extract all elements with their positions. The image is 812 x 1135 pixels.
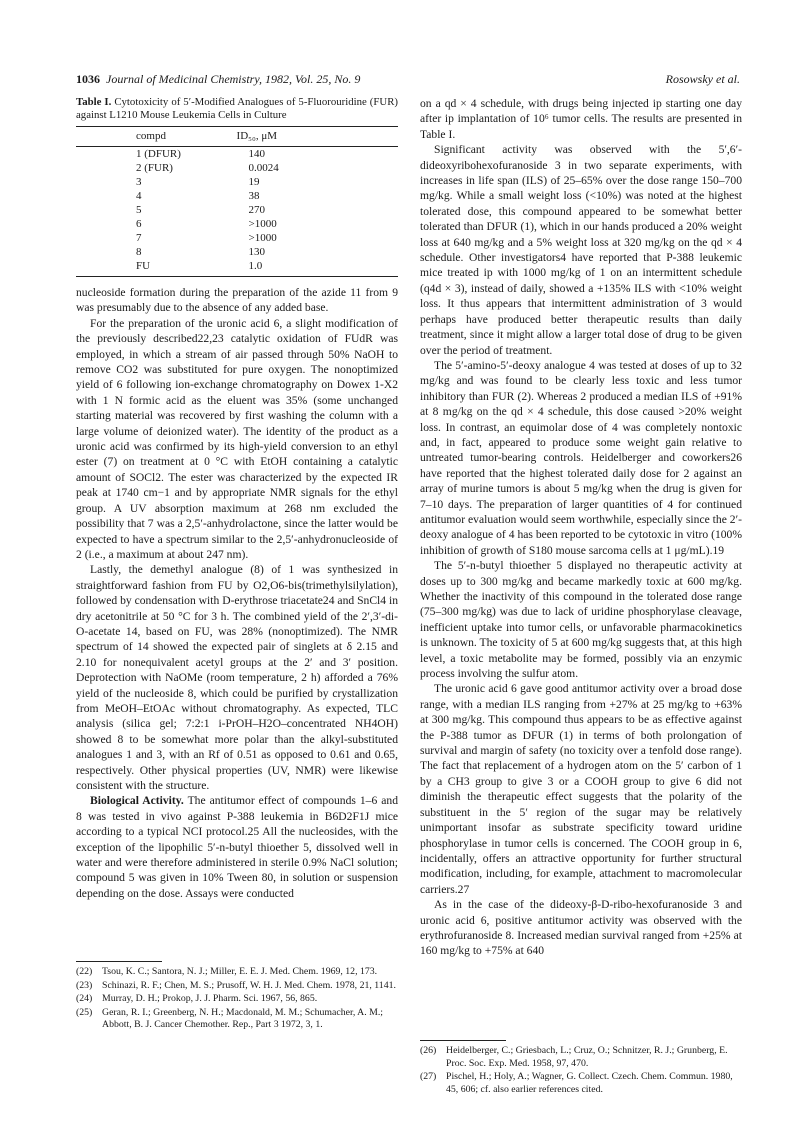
- footnote-number: (23): [76, 979, 93, 991]
- compd-cell: 4: [136, 190, 142, 202]
- table-header-row: [76, 127, 398, 147]
- footnote-number: (22): [76, 966, 93, 977]
- footnote-number: (26): [420, 1045, 437, 1056]
- right-body-text: [420, 96, 742, 959]
- body-paragraph: As in the case of the dideoxy-β-D-ribo-hexofuranoside 3 and uronic acid 6, positive antitumor activity was observed with the erythrofuranoside 8. Increased median survival ranged from +25% at 160 mg/kg to +75% at 640: [420, 898, 742, 958]
- body-paragraph: on a qd × 4 schedule, with drugs being injected ip starting one day after ip implantation of 10⁶ tumor cells. The results are presented in Table I.: [420, 97, 742, 141]
- running-header: [76, 72, 740, 88]
- compd-cell: 6: [136, 218, 142, 230]
- table-row: [76, 217, 398, 231]
- footnote-rule-right: [420, 1040, 506, 1041]
- table-label: Table I.: [76, 96, 112, 108]
- footnote-number: (27): [420, 1071, 437, 1083]
- id50-cell: >1000: [248, 218, 277, 230]
- footnotes-right: [420, 1045, 742, 1097]
- footnote-text: Heidelberger, C.; Griesbach, L.; Cruz, O.; Schnitzer, R. J.; Grunberg, E. Proc. Soc. Exp. Med. 1958, 97, 470.: [446, 1045, 728, 1069]
- compd-cell: FU: [136, 260, 151, 272]
- footnote-text: Pischel, H.; Holy, A.; Wagner, G. Collect. Czech. Chem. Commun. 1980, 45, 606; cf. also earlier references cited.: [446, 1071, 733, 1095]
- table-caption-text: Cytotoxicity of 5′-Modified Analogues of 5-Fluorouridine (FUR) against L1210 Mouse Leukemia Cells in Culture: [76, 96, 398, 121]
- table-caption: [76, 96, 398, 122]
- compd-cell: 8: [136, 246, 142, 258]
- body-paragraph: The uronic acid 6 gave good antitumor activity over a broad dose range, with a median ILS ranging from +27% at 25 mg/kg to +63% at 300 mg/kg. This compound thus appears to be as effective against the P-388 tumor as DFUR (1) in terms of both prolongation of survival and margin of safety (no toxicity over a tenfold dose range). The fact that replacement of a hydrogen atom on the 5′ carbon of 1 by a CH3 group to give 3 or a COOH group to give 6 did not diminish the therapeutic effect suggests that the polarity of the substituent in the 5′ region of the sugar may be relatively unimportant insofar as substrate specificity toward uridine phosphorylase in tumor cells is concerned. The COOH group in 6, incidentally, offers an attractive opportunity for further structural modification, including, for example, attachment to macromolecular carriers.27: [420, 682, 742, 896]
- header-authors: Rosowsky et al.: [665, 72, 740, 86]
- cytotoxicity-table: [76, 127, 398, 273]
- footnote-rule-left: [76, 961, 162, 962]
- bio-activity-paragraph: [76, 793, 398, 901]
- col-header-compd: compd: [76, 127, 231, 147]
- id50-cell: 140: [248, 148, 266, 160]
- body-paragraph: nucleoside formation during the preparation of the azide 11 from 9 was presumably due to the absence of any added base.: [76, 286, 398, 315]
- bio-activity-heading: Biological Activity.: [90, 794, 184, 808]
- col-header-id50: ID₅₀, μM: [231, 127, 398, 147]
- footnote: [76, 980, 398, 993]
- id50-cell: >1000: [248, 232, 277, 244]
- body-paragraph: The 5′-amino-5′-deoxy analogue 4 was tested at doses of up to 32 mg/kg and was found to be clearly less toxic and less tumor inhibitory than FUR (2). Whereas 2 produced a median ILS of +91% at 8 mg/kg on the qd × 4 schedule, this dose caused >20% weight loss. In contrast, an equimolar dose of 4 was completely nontoxic and, in fact, appeared to produce some weight gain relative to untreated tumor-bearing controls. Heidelberger and coworkers26 have reported that the highest tolerated daily dose for 2 against an array of murine tumors is about 5 mg/kg when the drug is given for 7–10 days. The preparation of larger quantities of 4 for continued antitumor evaluation would seem worthwhile, especially since the 2′-deoxy analogue of 4 has been reported to be cytotoxic in vitro (100% inhibition of growth of S180 mouse sarcoma cells at 1 μg/mL).19: [420, 358, 742, 557]
- table-row: [76, 245, 398, 259]
- table-row: [76, 147, 398, 162]
- footnote-text: Tsou, K. C.; Santora, N. J.; Miller, E. E. J. Med. Chem. 1969, 12, 173.: [102, 966, 378, 977]
- footnote-text: Murray, D. H.; Prokop, J. J. Pharm. Sci. 1967, 56, 865.: [102, 993, 318, 1005]
- table-row: [76, 161, 398, 175]
- id50-cell: 0.0024: [248, 162, 279, 174]
- body-paragraph: Lastly, the demethyl analogue (8) of 1 was synthesized in straightforward fashion from FU by O2,O6-bis(trimethylsilylation), followed by condensation with D-erythrose triacetate24 and SnCl4 in dry acetonitrile at 50 °C for 3 h. The combined yield of the 2′,3′-di-O-acetate 14, based on FU, was 28% (nonoptimized). The NMR spectrum of 14 showed the expected pair of singlets at δ 2.15 and 2.10 for nonequivalent acetyl groups at the 2′ and 3′ position. Deprotection with NaOMe (room temperature, 2 h) afforded a 76% yield of the nucleoside 8, which could be purified by crystallization from MeOH–EtOAc without chromatography. As expected, TLC analysis (silica gel; 7:2:1 i-PrOH–H2O–concentrated NH4OH) showed 8 to be somewhat more polar than the alkyl-substituted analogues 1 and 3, with an Rf of 0.51 as opposed to 0.61 and 0.65, respectively. Other physical properties (UV, NMR) were likewise consistent with the structure.: [76, 563, 398, 792]
- right-column: [420, 96, 742, 959]
- footnote: [420, 1071, 742, 1096]
- footnote: [76, 1007, 398, 1032]
- table-row: [76, 189, 398, 203]
- id50-cell: 130: [248, 246, 266, 258]
- header-left: [76, 72, 360, 87]
- body-paragraph: Significant activity was observed with the 5′,6′-dideoxyribohexofuranoside 3 in two separate experiments, with increases in life span (ILS) of 25–65% over the dose range 150–700 mg/kg. While a small weight loss (<10%) was noted at the highest tolerated dose, this compound appeared to be somewhat better tolerated than DFUR (1), which in our hands produced a 20% weight loss at 640 mg/kg and a 5% weight loss at 320 mg/kg on the qd × 4 schedule. Other investigators4 have reported that P-388 leukemic mice treated ip with 1000 mg/kg of 1 on an intermittent schedule (q4d × 3), instead of daily, showed a +135% ILS with <10% weight loss. It thus appears that intermittent administration of 3 would perhaps have produced better therapeutic results than daily treatment, since it might allow a larger total dose of drug to be given over the period of treatment.: [420, 143, 742, 357]
- left-column: [76, 96, 398, 901]
- id50-cell: 270: [248, 204, 266, 216]
- footnote: [76, 993, 398, 1006]
- body-paragraph: The 5′-n-butyl thioether 5 displayed no therapeutic activity at doses up to 300 mg/kg and became markedly toxic at 600 mg/kg. Whether the inactivity of this compound in the tolerated dose range (75–300 mg/kg) was due to lack of uridine phosphorylase cleavage, inefficient uptake into tumor cells, or unfavorable pharmacokinetics is unknown. The toxicity of 5 at 600 mg/kg suggests that, at this high level, a toxic metabolite may be formed, possibly via an enzymic process involving the sulfur atom.: [420, 559, 742, 681]
- left-body-text: [76, 285, 398, 793]
- table-row: [76, 175, 398, 189]
- footnote-number: (24): [76, 993, 93, 1005]
- bio-activity-text: The antitumor effect of compounds 1–6 and 8 was tested in vivo against P-388 leukemia in B6D2F1J mice according to a typical NCI protocol.25 All the nucleosides, with the exception of the lipophilic 5′-n-butyl thioether 5, dissolved well in water and were therefore administered in sterile 0.9% NaCl solution; compound 5 was given in 10% Tween 80, in solution or suspension depending on the dose. Assays were conducted: [76, 794, 398, 900]
- footnote-text: Geran, R. I.; Greenberg, N. H.; Macdonald, M. M.; Schumacher, A. M.; Abbott, B. J. Cancer Chemother. Rep., Part 3 1972, 3, 1.: [102, 1006, 384, 1031]
- id50-cell: 38: [248, 190, 260, 202]
- id50-cell: 1.0: [248, 260, 263, 272]
- footnote: [76, 966, 398, 979]
- body-paragraph: For the preparation of the uronic acid 6, a slight modification of the previously described22,23 catalytic oxidation of FUdR was employed, in which a stream of air passed through 50% NaOH to remove CO2 was substituted for pure oxygen. The nonoptimized yield of 6 following ion-exchange chromatography on Dowex 1-X2 with 1 N formic acid as the eluent was 35% (some unchanged starting material was recovered by first washing the column with a large volume of deionized water). The identity of the product as a uronic acid was confirmed by its high-yield conversion to an ethyl ester (7) on treatment at 0 °C with EtOH containing a catalytic amount of SOCl2. The ester was characterized by the expected IR peak at 1740 cm−1 and by appropriate NMR signals for the ethyl group. A UV absorption maximum at 268 nm excluded the possibility that 7 was a 2,5′-anhydrolactone, since the latter would be expected to have a spectrum similar to the 2,5′-anhydronucleoside of 2 (i.e., a maximum at about 247 nm).: [76, 316, 398, 561]
- compd-cell: 7: [136, 232, 142, 244]
- compd-cell: 2 (FUR): [136, 162, 173, 174]
- compd-cell: 3: [136, 176, 142, 188]
- footnote: [420, 1045, 742, 1070]
- table-row: [76, 203, 398, 217]
- table-row: [76, 259, 398, 273]
- table-bottom-rule: [76, 276, 398, 277]
- page-number: 1036: [76, 72, 100, 86]
- table-body: [76, 147, 398, 274]
- id50-cell: 19: [248, 176, 260, 188]
- journal-citation: Journal of Medicinal Chemistry, 1982, Vol. 25, No. 9: [106, 72, 361, 86]
- table-row: [76, 231, 398, 245]
- footnotes-left: [76, 966, 398, 1033]
- footnote-text: Schinazi, R. F.; Chen, M. S.; Prusoff, W. H. J. Med. Chem. 1978, 21, 1141.: [102, 979, 396, 991]
- footnote-number: (25): [76, 1006, 93, 1018]
- compd-cell: 1 (DFUR): [136, 148, 181, 160]
- compd-cell: 5: [136, 204, 142, 216]
